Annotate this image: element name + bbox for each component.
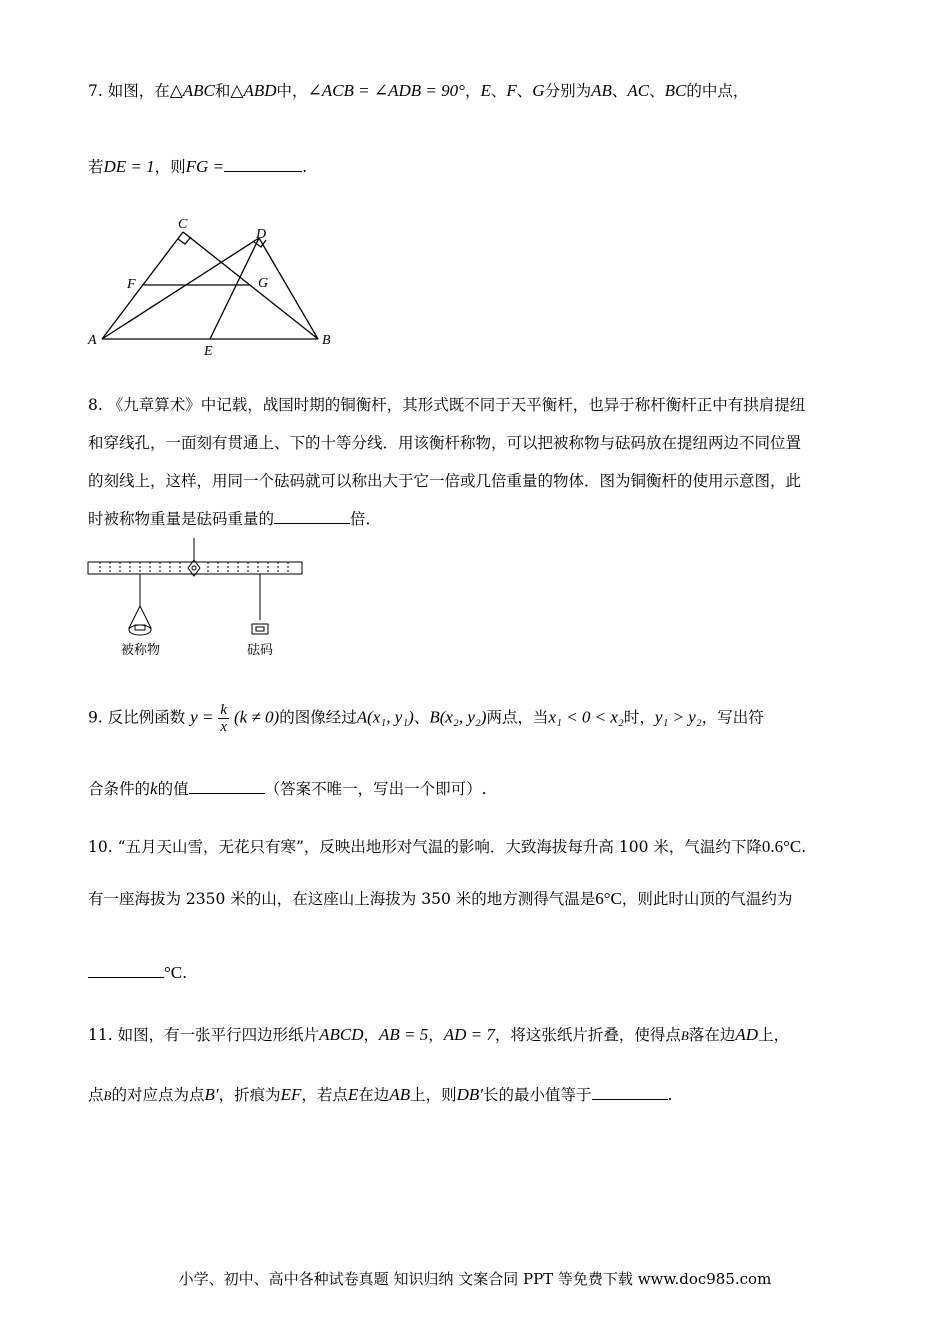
q9-line1: 9. 反比例函数 y = $\frac{k}{x}$ (k ≠ 0)的图像经过A(x₁, y₁)、B(x₂, y₂)两点，当x₁ < 0 < x₂时，y₁ > y₂，写出符 [88, 702, 764, 735]
q8-line4: 时被称物重量是砝码重量的 倍． [88, 510, 382, 528]
q8-line3: 的刻线上，这样，用同一个砝码就可以称出大于它一倍或几倍重量的物体．图为铜衡杆的使用示意图，此 [88, 472, 802, 490]
q8-line2: 和穿线孔，一面刻有贯通上、下的十等分线．用该衡杆称物，可以把被称物与砝码放在提纽两边不同位置 [88, 434, 802, 452]
label-c: C [178, 217, 188, 232]
weight-inner [256, 627, 264, 631]
q7-triangle-figure [82, 208, 342, 360]
label-object: 被称物 [121, 642, 161, 657]
fraction-k-over-x: $\frac{k}{x}$ [220, 702, 228, 735]
label-g: G [258, 276, 269, 291]
answer-blank-q8 [274, 509, 350, 524]
q11-line1: 11. 如图，有一张平行四边形纸片ABCD，AB = 5，AD = 7，将这张纸片折叠，使得点B落在边AD上， [88, 1025, 790, 1044]
page-footer: 小学、初中、高中各种试卷真题 知识归纳 文案合同 PPT 等免费下载 www.doc985.com [178, 1270, 772, 1288]
beam-tick-marks [100, 562, 288, 574]
q8-line1: 8. 《九章算术》中记载，战国时期的铜衡杆，其形式既不同于天平衡杆，也异于称杆衡杆正中有拱肩提纽 [88, 396, 806, 414]
answer-blank-q10 [88, 963, 164, 978]
q10-line2: 有一座海拔为 2350 米的山，在这座山上海拔为 350 米的地方测得气温是6°C，则此时山顶的气温约为 [88, 889, 793, 908]
label-d: D [256, 227, 267, 242]
weight-block [252, 624, 268, 634]
q8-balance-figure [84, 536, 306, 664]
q10-line3: °C. [88, 962, 187, 984]
segment-ad [102, 238, 259, 339]
label-b: B [322, 333, 331, 348]
label-f: F [127, 277, 136, 292]
right-angle-c [178, 237, 191, 244]
label-a: A [88, 333, 97, 348]
pivot-hole [192, 566, 196, 570]
label-e: E [204, 344, 213, 359]
q7-line1: 7. 如图，在△ABC和△ABD中，∠ACB = ∠ADB = 90°，E、F、G分别为AB、AC、BC的中点， [88, 81, 749, 100]
q7-line2: 若DE = 1，则FG = . [88, 157, 307, 176]
q9-line2: 合条件的k的值 （答案不唯一，写出一个即可）. [88, 779, 487, 798]
label-weight: 砝码 [247, 642, 274, 657]
answer-blank-q9 [189, 779, 265, 794]
q11-line2: 点B的对应点为点B′，折痕为EF，若点E在边AB上，则DB′长的最小值等于 . [88, 1085, 673, 1104]
answer-blank-q11 [592, 1085, 668, 1100]
q10-line1: 10. “五月天山雪，无花只有寒”，反映出地形对气温的影响．大致海拔每升高 100 米，气温约下降0.6°C. [88, 837, 807, 856]
answer-blank-q7 [224, 157, 302, 172]
